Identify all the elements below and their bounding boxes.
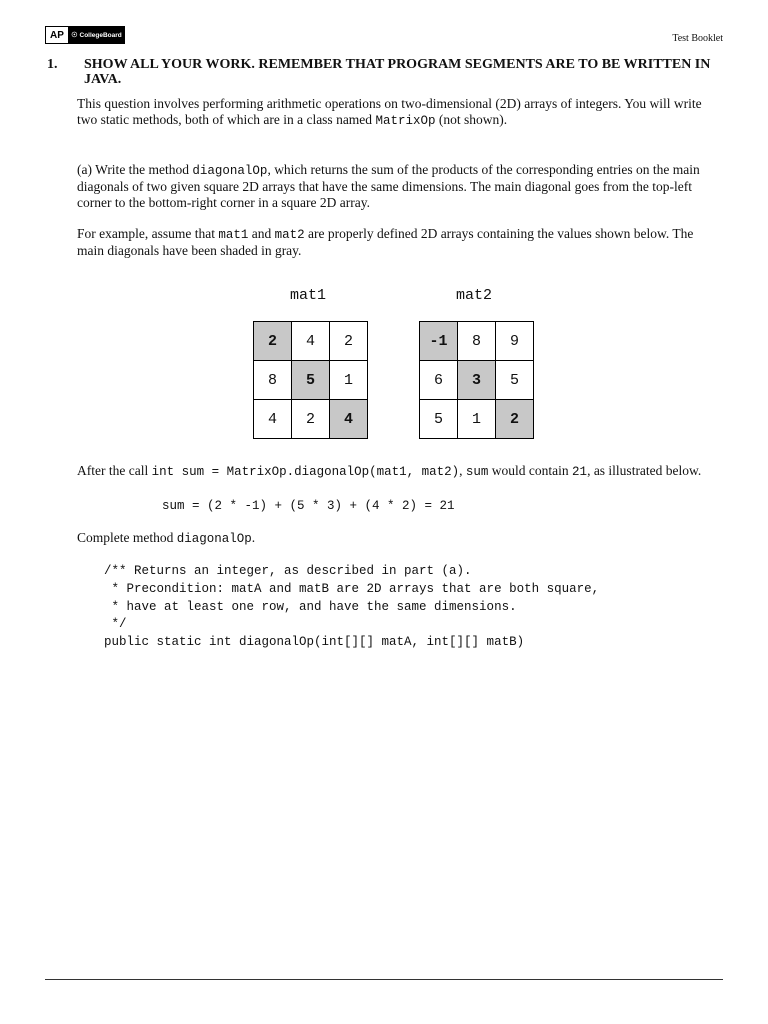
matrix-row xyxy=(420,361,534,400)
matrix-cell: 1 xyxy=(330,361,368,400)
matrix-cell-diagonal: 4 xyxy=(330,400,368,439)
matrix-cell-diagonal: -1 xyxy=(420,322,458,361)
sum-formula: sum = (2 * -1) + (5 * 3) + (4 * 2) = 21 xyxy=(162,499,455,513)
mat1-code: mat1 xyxy=(218,228,249,242)
sum-var-code: sum xyxy=(465,465,489,479)
footer-divider xyxy=(45,979,723,980)
question-heading: SHOW ALL YOUR WORK. REMEMBER THAT PROGRAM SEGMENTS ARE TO BE WRITTEN IN JAVA. xyxy=(84,57,711,87)
call-code: int sum = MatrixOp.diagonalOp(mat1, mat2) xyxy=(151,465,460,479)
matrix-cell-diagonal: 3 xyxy=(458,361,496,400)
matrix-row xyxy=(420,322,534,361)
mat2-grid xyxy=(419,321,534,439)
matrix-cell-diagonal: 2 xyxy=(254,322,292,361)
matrix-cell: 5 xyxy=(420,400,458,439)
matrix-cell: 5 xyxy=(496,361,534,400)
sum-value-code: 21 xyxy=(572,465,588,479)
part-a-paragraph: (a) Write the method diagonalOp, which returns the sum of the products of the corresponding entries on the main diagonals of two given square 2D arrays that have the same dimensions. The main diagonal goes from the top-left corner to the bottom-right corner in a square 2D array. xyxy=(77,162,700,210)
ap-college-board-logo xyxy=(45,26,125,44)
question-number: 1. xyxy=(47,57,58,72)
complete-method-code: diagonalOp xyxy=(176,532,252,546)
matrix-cell: 9 xyxy=(496,322,534,361)
mat1-grid xyxy=(253,321,368,439)
code-line: /** Returns an integer, as described in part (a). xyxy=(104,564,472,578)
complete-method-paragraph: Complete method diagonalOp. xyxy=(77,530,256,546)
mat1-label: mat1 xyxy=(290,287,327,304)
matrix-cell: 2 xyxy=(330,322,368,361)
mat2-label: mat2 xyxy=(456,287,493,304)
matrix-row xyxy=(420,400,534,439)
matrix-cell: 8 xyxy=(458,322,496,361)
matrix-cell: 6 xyxy=(420,361,458,400)
after-call-paragraph: After the call int sum = MatrixOp.diagonalOp(mat1, mat2), sum would contain 21, as illustrated below. xyxy=(77,463,702,479)
matrix-cell-diagonal: 2 xyxy=(496,400,534,439)
method-name-code: diagonalOp xyxy=(192,164,268,178)
matrix-cell: 1 xyxy=(458,400,496,439)
matrix-cell: 2 xyxy=(292,400,330,439)
matrix-row xyxy=(254,361,368,400)
mat2-code: mat2 xyxy=(274,228,305,242)
matrix-row xyxy=(254,322,368,361)
ap-logo-text: AP xyxy=(46,27,69,43)
matrix-cell-diagonal: 5 xyxy=(292,361,330,400)
college-board-logo-text: ☉ CollegeBoard xyxy=(69,27,124,43)
matrix-row xyxy=(254,400,368,439)
class-name-code: MatrixOp xyxy=(375,114,436,128)
code-line: * have at least one row, and have the same dimensions. xyxy=(104,600,517,614)
matrix-cell: 4 xyxy=(254,400,292,439)
matrix-cell: 8 xyxy=(254,361,292,400)
acorn-icon: ☉ xyxy=(71,32,78,39)
intro-paragraph: This question involves performing arithmetic operations on two-dimensional (2D) arrays of integers. You will write two static methods, both of which are in a class named MatrixOp (not shown). xyxy=(77,96,702,128)
code-line: */ xyxy=(104,617,127,631)
example-paragraph: For example, assume that mat1 and mat2 are properly defined 2D arrays containing the values shown below. The main diagonals have been shaded in gray. xyxy=(77,226,694,258)
matrix-cell: 4 xyxy=(292,322,330,361)
test-booklet-label: Test Booklet xyxy=(672,33,723,44)
code-line: * Precondition: matA and matB are 2D arrays that are both square, xyxy=(104,582,600,596)
code-line: public static int diagonalOp(int[][] matA, int[][] matB) xyxy=(104,635,525,649)
